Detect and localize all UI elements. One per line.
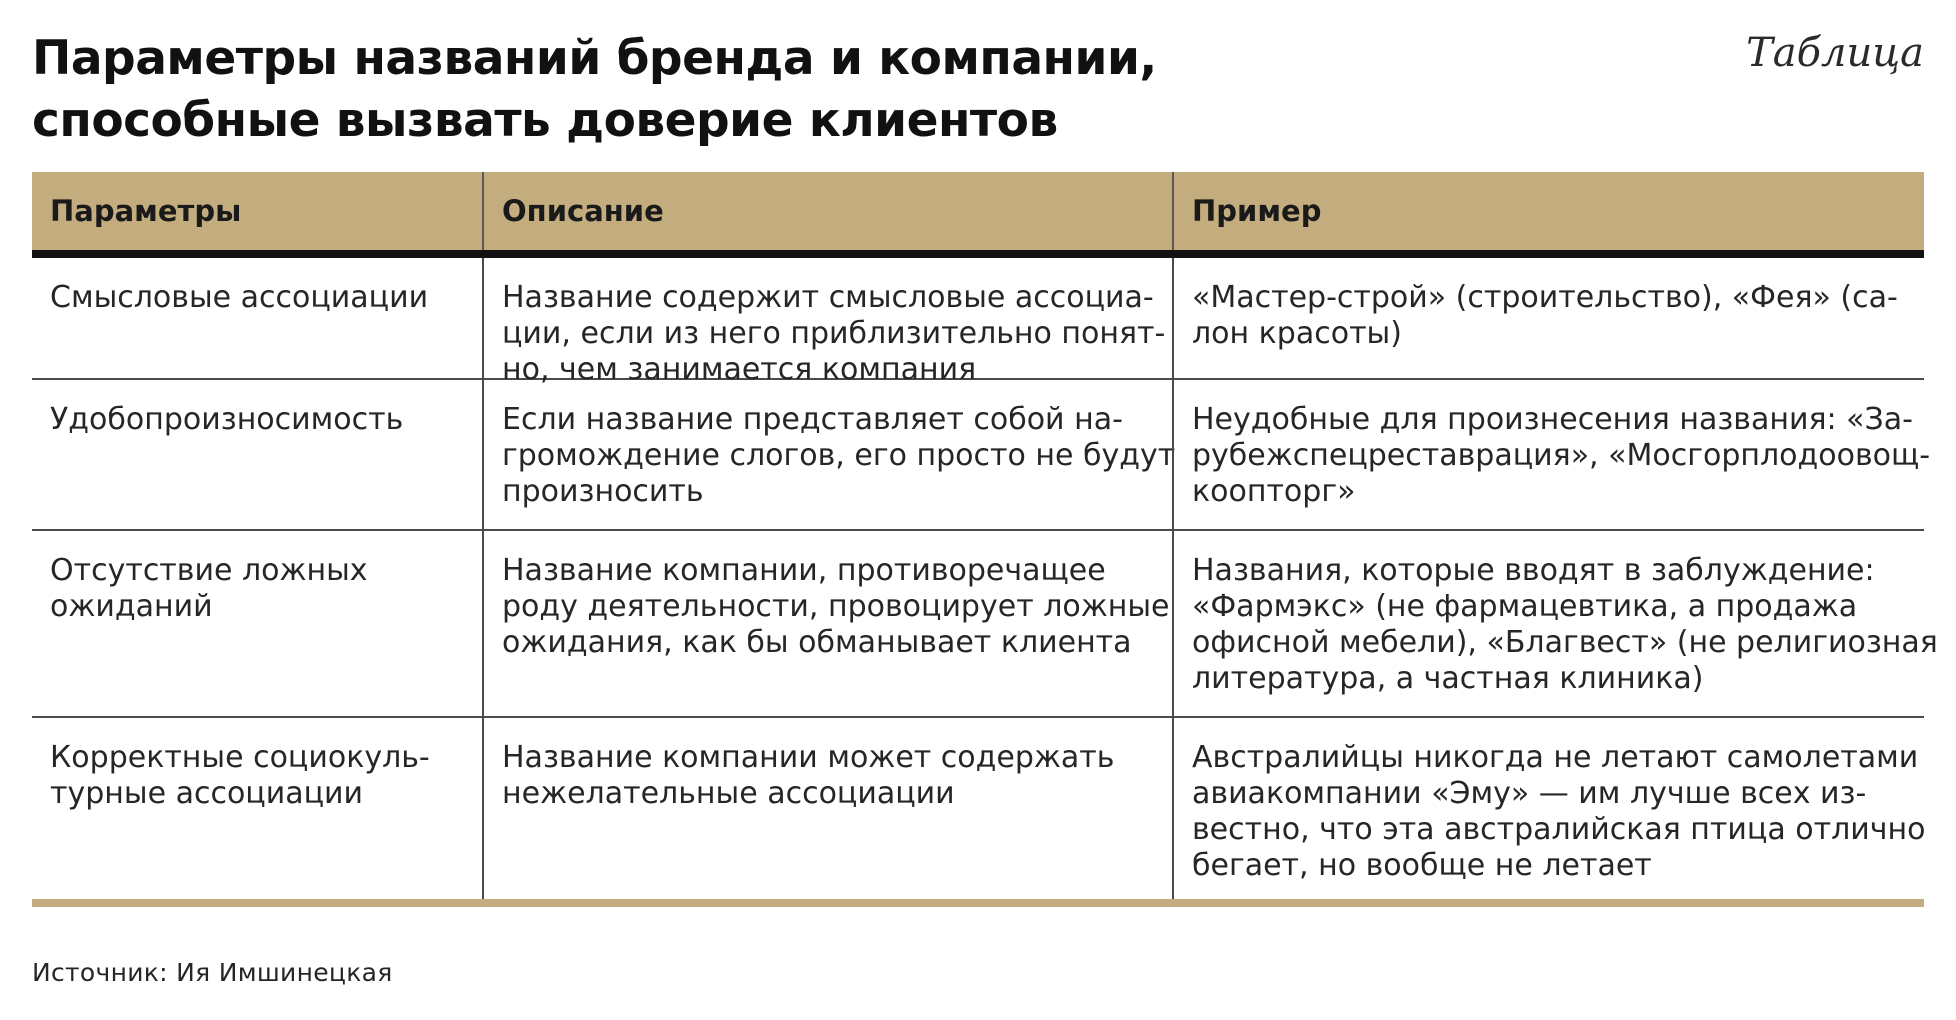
cell-line: Название содержит смысловые ассоциа- — [502, 280, 1154, 315]
cell-description — [482, 258, 1172, 388]
cell-description — [482, 531, 1172, 716]
cell-line: роду деятельности, провоцирует ложные — [502, 589, 1170, 624]
cell-line: Названия, которые вводят в заблуждение: — [1192, 553, 1875, 588]
cell-line: произносить — [502, 474, 704, 509]
source-note: Источник: Ия Имшинецкая — [32, 958, 393, 987]
cell-parameter — [32, 531, 482, 716]
cell-line: Неудобные для произнесения названия: «За- — [1192, 402, 1913, 437]
table-row — [32, 378, 1931, 529]
cell-line: рубежспецреставрация», «Мосгорплодоовощ- — [1192, 438, 1931, 473]
cell-parameter — [32, 380, 482, 529]
table-row — [32, 258, 1924, 387]
cell-line: ожиданий — [50, 589, 213, 624]
header-description: Описание — [482, 172, 1172, 250]
cell-line: но, чем занимается компания — [502, 352, 977, 387]
cell-parameter — [32, 718, 482, 899]
cell-example — [1172, 380, 1931, 529]
cell-line: ции, если из него приблизительно понят- — [502, 316, 1166, 351]
cell-description — [482, 718, 1172, 899]
cell-line: Корректные социокуль- — [50, 740, 430, 775]
cell-description — [482, 380, 1176, 529]
header-parameters: Параметры — [50, 194, 242, 228]
page-title — [32, 28, 1532, 152]
cell-line: офисной мебели), «Благвест» (не религиозная — [1192, 625, 1938, 660]
cell-line: «Фармэкс» (не фармацевтика, а продажа — [1192, 589, 1858, 624]
title-line-2: способные вызвать доверие клиентов — [32, 93, 1058, 148]
cell-line: Если название представляет собой на- — [502, 402, 1123, 437]
cell-line: «Мастер-строй» (строительство), «Фея» (са- — [1192, 280, 1898, 315]
cell-line: Смысловые ассоциации — [50, 280, 429, 315]
table-row — [32, 716, 1924, 899]
cell-parameter — [32, 258, 482, 388]
cell-line: Название компании, противоречащее — [502, 553, 1106, 588]
header-example: Пример — [1172, 172, 1924, 250]
table-row — [32, 529, 1938, 716]
cell-line: нежелательные ассоциации — [502, 776, 955, 811]
table-header — [32, 172, 1924, 258]
cell-line: громождение слогов, его просто не будут — [502, 438, 1176, 473]
cell-line: Название компании может содержать — [502, 740, 1115, 775]
cell-line: коопторг» — [1192, 474, 1356, 509]
table-bottom-rule — [32, 899, 1924, 907]
title-line-1: Параметры названий бренда и компании, — [32, 31, 1157, 86]
table-label: Таблица — [1746, 30, 1924, 76]
cell-line: Австралийцы никогда не летают самолетами — [1192, 740, 1919, 775]
cell-line: лон красоты) — [1192, 316, 1402, 351]
cell-line: авиакомпании «Эму» — им лучше всех из- — [1192, 776, 1867, 811]
cell-line: литература, а частная клиника) — [1192, 661, 1704, 696]
cell-example — [1172, 531, 1938, 716]
cell-line: турные ассоциации — [50, 776, 364, 811]
cell-example — [1172, 258, 1924, 388]
cell-line: бегает, но вообще не летает — [1192, 848, 1652, 883]
data-table — [32, 172, 1938, 907]
cell-line: Удобопроизносимость — [50, 402, 404, 437]
cell-line: вестно, что эта австралийская птица отлично — [1192, 812, 1926, 847]
cell-line: ожидания, как бы обманывает клиента — [502, 625, 1132, 660]
cell-line: Отсутствие ложных — [50, 553, 368, 588]
cell-example — [1172, 718, 1924, 899]
